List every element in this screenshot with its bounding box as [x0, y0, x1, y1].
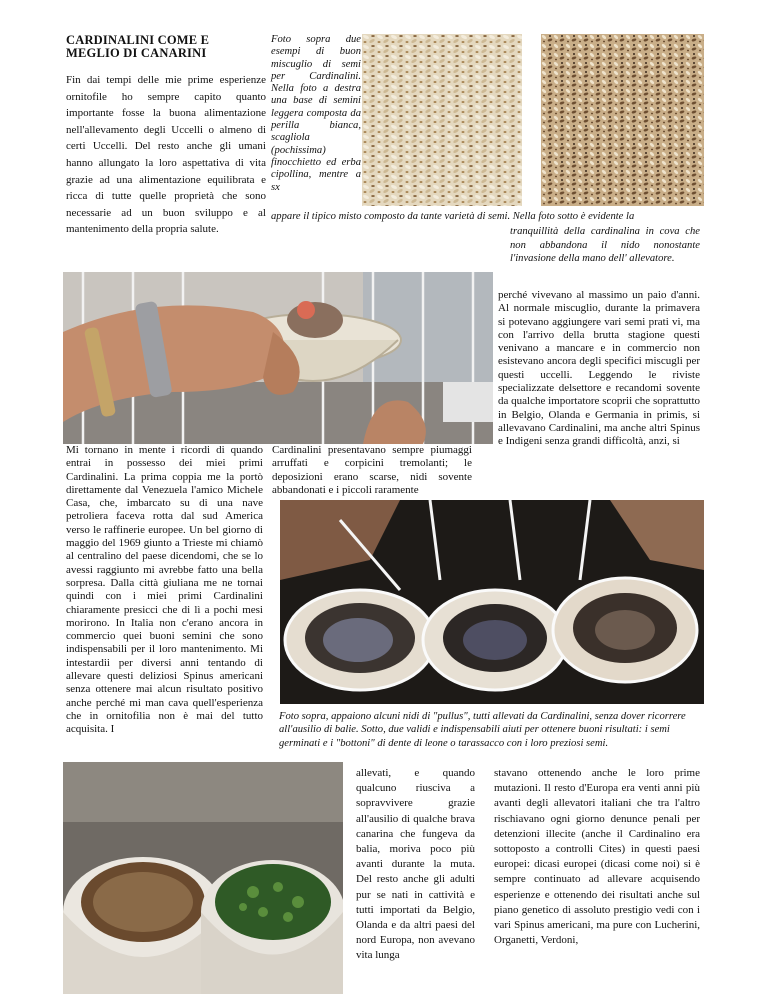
text-column-middle-short: Cardinalini presentavano sempre piumaggi arruffati e corpicini tremolanti; le deposizioni erano scarse, nidi sovente abbandonati e i piccoli raramente: [272, 444, 472, 496]
hand-nest-photo: [63, 272, 493, 444]
caption-top-continued: appare il tipico misto composto da tante varietà di semi. Nella foto sotto è evidente la: [271, 211, 635, 222]
caption-top: Foto sopra due esempi di buon miscuglio di semi per Cardinalini. Nella foto a destra una base di semini leggera composta da perilla bianca, scagliola (pochissima) finocchietto ed erba cipollina, mentre a sx: [271, 34, 361, 193]
seed-mix-light-photo: [362, 34, 522, 206]
text-column-left: Mi tornano in mente i ricordi di quando entrai in possesso dei miei primi Cardinalini. La prima coppia me la portò direttamente dal Venezuela l'amico Michele Casa, che, imbarcato su di una nave petroliera faceva rotta dal sud America verso le raffinerie europee. Un bel giorno di maggio del 1969 giunto a Trieste mi chiamò al centralino del paese dicendomi, che se lo avessi raggiunto mi avrebbe fatto una bella sorpresa. Dalla città giuliana me ne tornai quindi con i miei primi Cardinalini chiaramente presicci che di lì a pochi mesi morirono. In Italia non c'erano ancora in commercio quei buoni semini che sono indispensabili per il loro mantenimento. Mi intestardii per diversi anni tentando di allevare questi deliziosi Spinus americani senza ottenere mai alcun risultato positivo anche perché mi man cava quell'esperienza che in ornitofilia non è mai del tutto acquisita. I: [66, 444, 263, 736]
text-column-bottom-right: stavano ottenendo anche le loro prime mutazioni. Il resto d'Europa era venti anni più avanti degli allevatori italiani che tra l'altro rischiavano ogni giorno denunce penali per detenzioni illecite (anche il Cardinalino era sottoposto a controlli Cites) in questi paesi europei: dicasi europei (dicasi come noi) si è sempre continuato ad allevare acquisendo esperienze e ottenendo dei risultati anche sul piano genetico di assoluto prestigio vedi con i vari Spinus americani, ma pure con Lucherini, Organetti, Verdoni,: [494, 767, 700, 947]
nests-pullus-photo: [280, 500, 704, 704]
text-column-right-upper: perché vivevano al massimo un paio d'anni. Al normale miscuglio, durante la primavera si potevano aggiungere vari semi prati vi, ma con l'arrivo della brutta stagione questi venivano a mancare e in commercio non esistevano ancora degli specifici miscugli per questi uccelli. Leggendo le riviste specializzate delsettore e recandomi sovente da qualche importatore scoprii che soprattutto in Belgio, Olanda e Germania in primis, si allevavano Cardinalini, ma anche altri Spinus e Indigeni senza grandi difficoltà, anzi, si: [498, 289, 700, 448]
caption-top-end: tranquillità della cardinalina in cova che non abbandona il nido nonostante l'invasione della mano dell' allevatore.: [510, 226, 700, 264]
article-title: CARDINALINI COME E MEGLIO DI CANARINI: [66, 33, 210, 60]
seed-mix-dark-photo: [541, 34, 704, 206]
intro-paragraph: Fin dai tempi delle mie prime esperienze ornitofile ho sempre capito quanto importante fosse la buona alimentazione nell'allevamento degli Uccelli o almeno di certi Uccelli. Del resto anche gli umani hanno allungato la loro aspettativa di vita grazie ad una alimentazione equilibrata e ricca di tutte quelle proprietà che sono necessarie ad un buon sviluppo e al mantenimento della propria salute.: [66, 74, 266, 236]
caption-nests: Foto sopra, appaiono alcuni nidi di "pullus", tutti allevati da Cardinalini, senza dover ricorrere all'ausilio di balie. Sotto, due validi e indispensabili aiuti per ottenere buoni risultati: i semi germinati e i "bottoni" di dente di leone o tarassacco con i loro preziosi semi.: [279, 711, 686, 749]
text-column-bottom-middle: allevati, e quando qualcuno riusciva a sopravvivere grazie all'ausilio di qualche brava canarina che fungeva da balia, moriva poco più avanti durante la muta. Del resto anche gli adulti pur se nati in cattività e tutti importati da Belgio, Olanda e da altri paesi del nord Europa, non avevano vita lunga: [356, 767, 475, 962]
sprouted-seeds-bowls-photo: [63, 762, 343, 994]
